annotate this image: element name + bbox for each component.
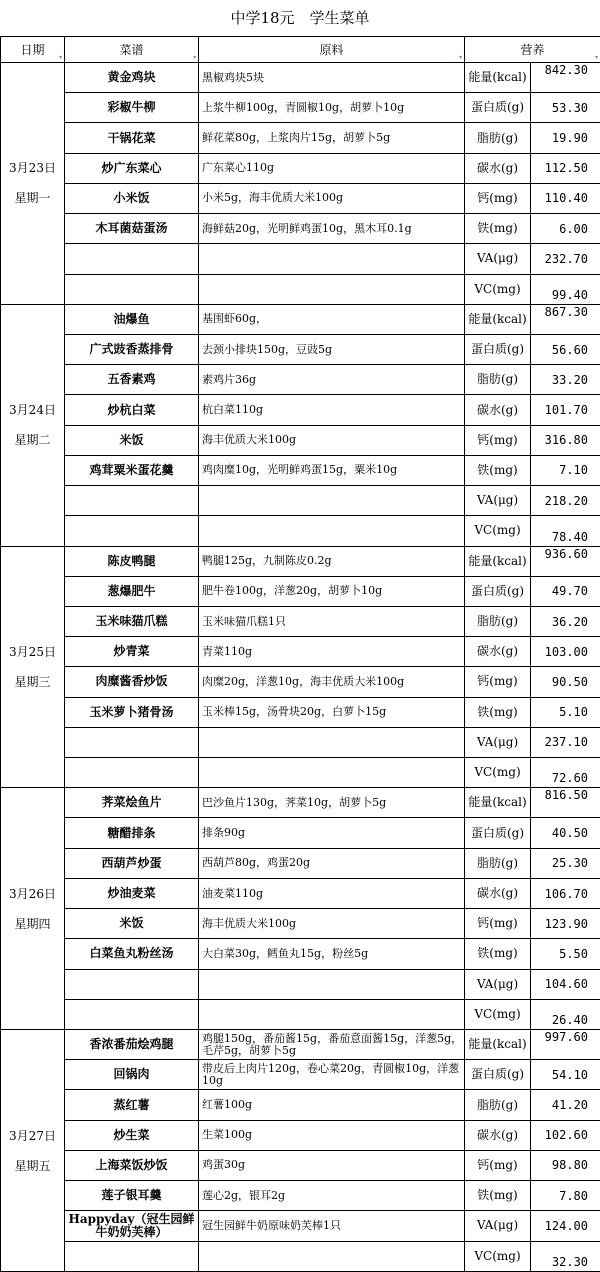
nutrient-value-cell[interactable] <box>531 1120 600 1150</box>
dish-cell[interactable]: 油爆鱼 <box>65 304 199 334</box>
date-label: 3月27日 <box>9 1128 56 1143</box>
nutrient-value: 99.40 <box>551 287 589 302</box>
ingredients-cell[interactable] <box>199 516 465 546</box>
ingredients-cell[interactable]: 玉米味猫爪糕1只 <box>199 606 465 636</box>
ingredients-cell[interactable] <box>199 999 465 1029</box>
nutrient-label-cell[interactable]: 能量(kcal) <box>465 304 531 334</box>
dish-cell[interactable] <box>65 486 199 516</box>
table-row <box>1 1060 600 1090</box>
table-row <box>1 878 600 908</box>
weekday-label: 星期一 <box>14 191 51 206</box>
dish-cell[interactable]: 广式豉香蒸排骨 <box>65 334 199 364</box>
nutrient-value: 78.40 <box>551 529 589 544</box>
nutrient-value: 124.00 <box>544 1218 589 1233</box>
nutrient-value-cell[interactable] <box>531 63 600 93</box>
ingredients-cell[interactable]: 小米5g，海丰优质大米100g <box>199 183 465 213</box>
nutrient-value-cell[interactable] <box>531 304 600 334</box>
dish-cell[interactable]: 玉米萝卜猪骨汤 <box>65 697 199 727</box>
nutrient-value-cell[interactable] <box>531 758 600 788</box>
dish-cell[interactable] <box>65 274 199 304</box>
nutrient-value: 123.90 <box>544 916 589 931</box>
nutrient-value-cell[interactable] <box>531 486 600 516</box>
nutrient-label-cell[interactable]: 蛋白质(g) <box>465 1060 531 1090</box>
nutrient-label-cell[interactable]: VA(μg) <box>465 1211 531 1241</box>
nutrient-value-cell[interactable] <box>531 576 600 606</box>
nutrient-value: 842.30 <box>544 63 589 77</box>
ingredients-cell[interactable] <box>199 969 465 999</box>
nutrient-value-cell[interactable] <box>531 395 600 425</box>
nutrient-value-cell[interactable] <box>531 93 600 123</box>
nutrient-value: 110.40 <box>544 191 589 206</box>
table-row <box>1 788 600 818</box>
ingredients-cell[interactable]: 基围虾60g， <box>199 304 465 334</box>
table-row <box>1 667 600 697</box>
nutrient-value: 112.50 <box>544 161 589 176</box>
nutrient-label-cell[interactable]: 铁(mg) <box>465 1181 531 1211</box>
table-row <box>1 939 600 969</box>
nutrient-label-cell[interactable]: 脂肪(g) <box>465 1090 531 1120</box>
nutrient-label-cell[interactable]: 脂肪(g) <box>465 848 531 878</box>
ingredients-cell[interactable]: 鸡肉糜10g，光明鲜鸡蛋15g，粟米10g <box>199 455 465 485</box>
nutrient-value: 26.40 <box>551 1013 589 1027</box>
table-row <box>1 214 600 244</box>
nutrient-value-cell[interactable] <box>531 1150 600 1180</box>
dish-cell[interactable] <box>65 727 199 757</box>
ingredients-cell[interactable] <box>199 727 465 757</box>
table-row <box>1 909 600 939</box>
nutrient-label-cell[interactable]: VA(μg) <box>465 727 531 757</box>
dish-cell[interactable]: 莲子银耳羹 <box>65 1181 199 1211</box>
table-row <box>1 727 600 757</box>
nutrient-label-cell[interactable]: 铁(mg) <box>465 214 531 244</box>
nutrient-label-cell[interactable]: 碳水(g) <box>465 878 531 908</box>
dish-cell[interactable]: 小米饭 <box>65 183 199 213</box>
dish-cell[interactable]: 回锅肉 <box>65 1060 199 1090</box>
dish-cell[interactable] <box>65 999 199 1029</box>
date-cell[interactable] <box>1 63 65 305</box>
nutrient-label-cell[interactable]: 能量(kcal) <box>465 1030 531 1060</box>
table-row <box>1 1241 600 1271</box>
dish-cell[interactable] <box>65 969 199 999</box>
date-label: 3月26日 <box>9 886 56 901</box>
ingredients-cell[interactable]: 海丰优质大米100g <box>199 425 465 455</box>
table-row <box>1 1030 600 1060</box>
ingredients-cell[interactable]: 西葫芦80g，鸡蛋20g <box>199 848 465 878</box>
weekday-label: 星期三 <box>14 674 51 689</box>
nutrient-value-cell[interactable] <box>531 546 600 576</box>
nutrient-value-cell[interactable] <box>531 999 600 1029</box>
table-row <box>1 304 600 334</box>
dish-cell[interactable]: 上海菜饭炒饭 <box>65 1150 199 1180</box>
date-label: 3月24日 <box>9 403 56 418</box>
ingredients-cell[interactable]: 油麦菜110g <box>199 878 465 908</box>
ingredients-cell[interactable]: 冠生园鲜牛奶原味奶芙棒1只 <box>199 1211 465 1241</box>
menu-table <box>0 36 600 1272</box>
filter-dropdown-icon[interactable]: ▾ <box>458 54 462 61</box>
nutrient-value: 32.30 <box>551 1255 589 1269</box>
dish-cell[interactable]: 干锅花菜 <box>65 123 199 153</box>
dish-cell[interactable]: 玉米味猫爪糕 <box>65 606 199 636</box>
ingredients-cell[interactable]: 广东菜心110g <box>199 153 465 183</box>
ingredients-cell[interactable]: 排条90g <box>199 818 465 848</box>
dish-cell[interactable]: 炒杭白菜 <box>65 395 199 425</box>
nutrient-value-cell[interactable] <box>531 697 600 727</box>
nutrient-value-cell[interactable] <box>531 637 600 667</box>
nutrient-value: 316.80 <box>544 433 589 448</box>
dish-cell[interactable]: 黄金鸡块 <box>65 63 199 93</box>
nutrient-value-cell[interactable] <box>531 244 600 274</box>
nutrient-label-cell[interactable]: 能量(kcal) <box>465 788 531 818</box>
nutrient-value: 40.50 <box>551 826 589 841</box>
filter-dropdown-icon[interactable]: ▾ <box>58 54 62 61</box>
ingredients-cell[interactable]: 青菜110g <box>199 637 465 667</box>
table-row <box>1 1120 600 1150</box>
nutrient-value: 98.80 <box>551 1158 589 1173</box>
dish-cell[interactable]: 鸡茸粟米蛋花羹 <box>65 455 199 485</box>
nutrient-value-cell[interactable] <box>531 667 600 697</box>
nutrient-label-cell[interactable]: 脂肪(g) <box>465 365 531 395</box>
table-row <box>1 576 600 606</box>
nutrient-value: 41.20 <box>551 1098 589 1113</box>
ingredients-cell[interactable]: 鸡蛋30g <box>199 1150 465 1180</box>
nutrient-value: 25.30 <box>551 856 589 871</box>
ingredients-cell[interactable]: 肥牛卷100g，洋葱20g，胡萝卜10g <box>199 576 465 606</box>
ingredients-cell[interactable]: 巴沙鱼片130g，荠菜10g，胡萝卜5g <box>199 788 465 818</box>
nutrient-value: 6.00 <box>559 221 589 236</box>
table-row <box>1 818 600 848</box>
nutrient-label-cell[interactable]: 铁(mg) <box>465 455 531 485</box>
nutrient-label-cell[interactable]: 钙(mg) <box>465 1150 531 1180</box>
nutrient-label-cell[interactable]: VA(μg) <box>465 969 531 999</box>
weekday-label: 星期二 <box>14 433 51 448</box>
nutrient-value-cell[interactable] <box>531 334 600 364</box>
table-row <box>1 758 600 788</box>
nutrient-value-cell[interactable] <box>531 1181 600 1211</box>
ingredients-cell[interactable]: 黑椒鸡块5块 <box>199 63 465 93</box>
nutrient-label-cell[interactable]: 蛋白质(g) <box>465 93 531 123</box>
ingredients-cell[interactable] <box>199 244 465 274</box>
nutrient-label-cell[interactable]: 碳水(g) <box>465 1120 531 1150</box>
dish-cell[interactable]: 肉糜酱香炒饭 <box>65 667 199 697</box>
nutrient-value-cell[interactable] <box>531 1030 600 1060</box>
ingredients-cell[interactable]: 玉米棒15g，汤骨块20g，白萝卜15g <box>199 697 465 727</box>
nutrient-label-cell[interactable]: 碳水(g) <box>465 395 531 425</box>
nutrient-value: 7.10 <box>559 463 589 478</box>
nutrient-value: 5.10 <box>559 705 589 720</box>
nutrient-label-cell[interactable]: 能量(kcal) <box>465 546 531 576</box>
nutrient-value: 232.70 <box>544 251 589 266</box>
dish-cell[interactable]: 炒生菜 <box>65 1120 199 1150</box>
ingredients-cell[interactable] <box>199 274 465 304</box>
nutrient-label-cell[interactable]: 铁(mg) <box>465 697 531 727</box>
header-nutrition[interactable]: 营养 ▾ <box>465 37 600 63</box>
page-title: 中学18元 学生菜单 <box>230 9 370 27</box>
table-row <box>1 516 600 546</box>
nutrient-label-cell[interactable]: VC(mg) <box>465 758 531 788</box>
header-dish[interactable]: 菜谱 ▾ <box>65 37 199 63</box>
nutrient-value: 53.30 <box>551 100 589 115</box>
nutrient-value: 19.90 <box>551 131 589 146</box>
dish-cell[interactable]: 葱爆肥牛 <box>65 576 199 606</box>
nutrient-label-cell[interactable]: 钙(mg) <box>465 425 531 455</box>
dish-cell[interactable] <box>65 244 199 274</box>
nutrient-value-cell[interactable] <box>531 878 600 908</box>
table-row <box>1 1181 600 1211</box>
nutrient-value-cell[interactable] <box>531 969 600 999</box>
date-cell[interactable] <box>1 546 65 788</box>
nutrient-label-cell[interactable]: VA(μg) <box>465 486 531 516</box>
nutrient-value-cell[interactable] <box>531 365 600 395</box>
nutrient-label-cell[interactable]: 钙(mg) <box>465 183 531 213</box>
table-row <box>1 606 600 636</box>
ingredients-cell[interactable]: 带皮后上肉片120g，卷心菜20g，青圆椒10g，洋葱10g <box>199 1060 465 1090</box>
table-row <box>1 274 600 304</box>
nutrient-value-cell[interactable] <box>531 1090 600 1120</box>
date-label: 3月23日 <box>9 161 56 176</box>
ingredients-cell[interactable]: 杭白菜110g <box>199 395 465 425</box>
ingredients-cell[interactable]: 海鲜菇20g，光明鲜鸡蛋10g，黑木耳0.1g <box>199 214 465 244</box>
table-row <box>1 1150 600 1180</box>
nutrient-label-cell[interactable]: VA(μg) <box>465 244 531 274</box>
nutrient-label-cell[interactable]: 钙(mg) <box>465 667 531 697</box>
table-row <box>1 425 600 455</box>
ingredients-cell[interactable]: 海丰优质大米100g <box>199 909 465 939</box>
ingredients-cell[interactable]: 鸡腿150g，番茄酱15g，番茄意面酱15g，洋葱5g，毛芹5g，胡萝卜5g <box>199 1030 465 1060</box>
weekday-label: 星期四 <box>14 916 51 931</box>
nutrient-value-cell[interactable] <box>531 516 600 546</box>
nutrient-value: 104.60 <box>544 977 589 992</box>
nutrient-value: 867.30 <box>544 304 589 319</box>
nutrient-value: 102.60 <box>544 1128 589 1143</box>
nutrient-label-cell[interactable]: 脂肪(g) <box>465 123 531 153</box>
nutrient-label-cell[interactable]: 能量(kcal) <box>465 63 531 93</box>
table-row <box>1 63 600 93</box>
dish-cell[interactable]: 炒青菜 <box>65 637 199 667</box>
nutrient-value: 36.20 <box>551 614 589 629</box>
date-cell[interactable] <box>1 1030 65 1272</box>
ingredients-cell[interactable]: 肉糜20g，洋葱10g，海丰优质大米100g <box>199 667 465 697</box>
nutrient-value: 936.60 <box>544 546 589 561</box>
ingredients-cell[interactable]: 红薯100g <box>199 1090 465 1120</box>
dish-cell[interactable]: 炒油麦菜 <box>65 878 199 908</box>
dish-cell[interactable]: Happyday（冠生园鲜牛奶奶芙棒） <box>65 1211 199 1241</box>
nutrient-value-cell[interactable] <box>531 1060 600 1090</box>
table-row <box>1 1090 600 1120</box>
nutrient-value: 218.20 <box>544 493 589 508</box>
nutrient-label-cell[interactable]: 蛋白质(g) <box>465 576 531 606</box>
nutrient-value: 237.10 <box>544 735 589 750</box>
ingredients-cell[interactable]: 生菜100g <box>199 1120 465 1150</box>
nutrient-value: 56.60 <box>551 342 589 357</box>
nutrient-label-cell[interactable]: 脂肪(g) <box>465 606 531 636</box>
ingredients-cell[interactable]: 大白菜30g，鳕鱼丸15g，粉丝5g <box>199 939 465 969</box>
table-row <box>1 546 600 576</box>
nutrient-value-cell[interactable] <box>531 727 600 757</box>
weekday-label: 星期五 <box>14 1158 51 1173</box>
ingredients-cell[interactable] <box>199 758 465 788</box>
dish-cell[interactable]: 糖醋排条 <box>65 818 199 848</box>
nutrient-value-cell[interactable] <box>531 274 600 304</box>
table-row <box>1 637 600 667</box>
nutrient-label-cell[interactable]: VC(mg) <box>465 999 531 1029</box>
table-row <box>1 153 600 183</box>
nutrient-value-cell[interactable] <box>531 606 600 636</box>
nutrient-label-cell[interactable]: VC(mg) <box>465 274 531 304</box>
dish-cell[interactable]: 蒸红薯 <box>65 1090 199 1120</box>
dish-cell[interactable]: 西葫芦炒蛋 <box>65 848 199 878</box>
dish-cell[interactable]: 白菜鱼丸粉丝汤 <box>65 939 199 969</box>
table-row <box>1 334 600 364</box>
nutrient-label-cell[interactable]: 钙(mg) <box>465 909 531 939</box>
nutrient-value-cell[interactable] <box>531 1211 600 1241</box>
nutrient-value: 101.70 <box>544 403 589 418</box>
nutrient-value-cell[interactable] <box>531 214 600 244</box>
table-row <box>1 93 600 123</box>
dish-cell[interactable]: 陈皮鸭腿 <box>65 546 199 576</box>
filter-dropdown-icon[interactable]: ▾ <box>192 54 196 61</box>
table-row <box>1 365 600 395</box>
ingredients-cell[interactable]: 素鸡片36g <box>199 365 465 395</box>
nutrient-value: 49.70 <box>551 584 589 599</box>
ingredients-cell[interactable]: 上浆牛柳100g，青圆椒10g，胡萝卜10g <box>199 93 465 123</box>
nutrient-value-cell[interactable] <box>531 818 600 848</box>
table-row <box>1 697 600 727</box>
table-row <box>1 848 600 878</box>
nutrient-label-cell[interactable]: VC(mg) <box>465 1241 531 1271</box>
nutrient-value: 90.50 <box>551 674 589 689</box>
nutrient-value: 816.50 <box>544 788 589 803</box>
nutrient-label-cell[interactable]: 蛋白质(g) <box>465 334 531 364</box>
nutrient-value: 54.10 <box>551 1067 589 1082</box>
date-cell[interactable] <box>1 788 65 1030</box>
ingredients-cell[interactable] <box>199 1241 465 1271</box>
nutrient-value-cell[interactable] <box>531 183 600 213</box>
dish-cell[interactable]: 炒广东菜心 <box>65 153 199 183</box>
nutrient-value: 106.70 <box>544 886 589 901</box>
nutrient-value-cell[interactable] <box>531 848 600 878</box>
dish-cell[interactable] <box>65 516 199 546</box>
nutrient-value-cell[interactable] <box>531 153 600 183</box>
table-row <box>1 123 600 153</box>
nutrient-value: 7.80 <box>559 1188 589 1203</box>
table-row <box>1 244 600 274</box>
table-row <box>1 999 600 1029</box>
nutrient-label-cell[interactable]: 碳水(g) <box>465 637 531 667</box>
table-row <box>1 183 600 213</box>
nutrient-value-cell[interactable] <box>531 788 600 818</box>
date-cell[interactable] <box>1 304 65 546</box>
nutrient-value-cell[interactable] <box>531 425 600 455</box>
dish-cell[interactable]: 米饭 <box>65 909 199 939</box>
dish-cell[interactable]: 木耳菌菇蛋汤 <box>65 214 199 244</box>
nutrient-label-cell[interactable]: 铁(mg) <box>465 939 531 969</box>
nutrient-label-cell[interactable]: 碳水(g) <box>465 153 531 183</box>
ingredients-cell[interactable]: 鸭腿125g，九制陈皮0.2g <box>199 546 465 576</box>
ingredients-cell[interactable]: 莲心2g，银耳2g <box>199 1181 465 1211</box>
dish-cell[interactable]: 彩椒牛柳 <box>65 93 199 123</box>
dish-cell[interactable] <box>65 1241 199 1271</box>
dish-cell[interactable]: 荠菜烩鱼片 <box>65 788 199 818</box>
dish-cell[interactable]: 香浓番茄烩鸡腿 <box>65 1030 199 1060</box>
nutrient-value: 103.00 <box>544 644 589 659</box>
table-row <box>1 395 600 425</box>
nutrient-value-cell[interactable] <box>531 455 600 485</box>
table-row <box>1 969 600 999</box>
table-row <box>1 1211 600 1241</box>
nutrient-value: 33.20 <box>551 372 589 387</box>
filter-dropdown-icon[interactable]: ▾ <box>595 54 599 61</box>
header-ingredients[interactable]: 原料 ▾ <box>199 37 465 63</box>
dish-cell[interactable]: 五香素鸡 <box>65 365 199 395</box>
nutrient-label-cell[interactable]: VC(mg) <box>465 516 531 546</box>
nutrient-value: 5.50 <box>559 946 589 961</box>
table-row <box>1 455 600 485</box>
nutrient-value-cell[interactable] <box>531 123 600 153</box>
ingredients-cell[interactable]: 鲜花菜80g，上浆肉片15g，胡萝卜5g <box>199 123 465 153</box>
header-date[interactable]: 日期 ▾ <box>1 37 65 63</box>
ingredients-cell[interactable]: 去颈小排块150g，豆豉5g <box>199 334 465 364</box>
nutrient-value-cell[interactable] <box>531 939 600 969</box>
date-label: 3月25日 <box>9 644 56 659</box>
nutrient-value-cell[interactable] <box>531 1241 600 1271</box>
nutrient-value: 997.60 <box>544 1030 589 1044</box>
nutrient-label-cell[interactable]: 蛋白质(g) <box>465 818 531 848</box>
ingredients-cell[interactable] <box>199 486 465 516</box>
nutrient-value: 72.60 <box>551 771 589 786</box>
dish-cell[interactable] <box>65 758 199 788</box>
dish-cell[interactable]: 米饭 <box>65 425 199 455</box>
nutrient-value-cell[interactable] <box>531 909 600 939</box>
table-row <box>1 486 600 516</box>
